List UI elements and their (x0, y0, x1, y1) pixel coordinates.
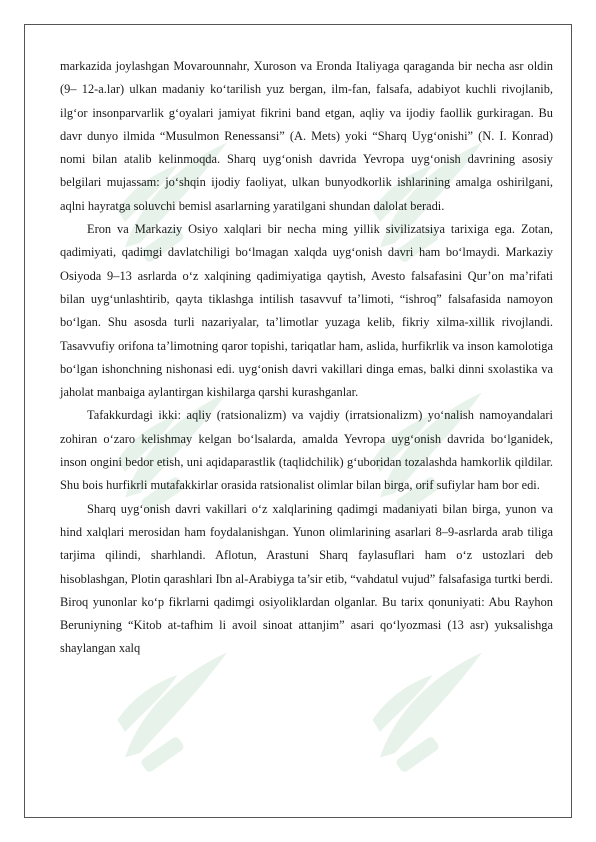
paragraph-4: Sharq uyg‘onish davri vakillari o‘z xalqlarining qadimgi madaniyati bilan birga, yunon va hind xalqlari merosidan ham foydalanishgan. Yunon olimlarining asarlari 8–9-asrlarda arab tiliga tarjima qilindi, sharhlandi. Aflotun, Arastuni Sharq faylasuflari ham o‘z ustozlari deb hisoblashgan, Plotin qarashlari Ibn al-Arabiyga ta’sir etib, “vahdatul vujud” falsafasiga turtki berdi. Biroq yunonlar ko‘p fikrlarni qadimgi osiyoliklardan olganlar. Bu tarix qonuniyati: Abu Rayhon Beruniyning “Kitob at-tafhim li avoil sinoat attanjim” asari qo‘lyozmasi (13 asr) yuksalishga shaylangan xalq (60, 501, 553, 656)
document-body (60, 55, 553, 661)
paragraph-3: Tafakkurdagi ikki: aqliy (ratsionalizm) va vajdiy (irratsionalizm) yo‘nalish namoyandalari zohiran o‘zaro kelishmay kelgan bo‘lsalarda, amalda Yevropa uyg‘onish davrida bo‘lganidek, inson ongini bedor etish, uni aqidaparastlik (taqlidchilik) g‘uboridan tozalashda hamkorlik qildilar. Shu bois hurfikrli mutafakkirlar orasida ratsionalist olimlar bilan birga, orif sufiylar ham bor edi. (60, 408, 553, 493)
paragraph-1: markazida joylashgan Movarounnahr, Xuroson va Eronda Italiyaga qaraganda bir necha asr oldin (9– 12-a.lar) ulkan madaniy ko‘tarilish yuz bergan, ilm-fan, falsafa, adabiyot kuchli rivojlanib, ilg‘or insonparvarlik g‘oyalari jamiyat fikrini band etgan, aqliy va ijodiy faollik gurkiragan. Bu davr dunyo ilmida “Musulmon Renessansi” (A. Mets) yoki “Sharq Uyg‘onishi” (N. I. Konrad) nomi bilan atalib kelinmoqda. Sharq uyg‘onish davrida Yevropa uyg‘onish davrining asosiy belgilari mujassam: jo‘shqin ijodiy faoliyat, ulkan bunyodkorlik ishlarining amalga oshirilgani, aqlni hayratga soluvchi bemisl asarlarning yaratilgani shundan dalolat beradi. (60, 59, 553, 213)
paragraph-2: Eron va Markaziy Osiyo xalqlari bir necha ming yillik sivilizatsiya tarixiga ega. Zotan, qadimiyati, qadimgi davlatchiligi bo‘lmagan xalqda uyg‘onish davri ham bo‘lmaydi. Markaziy Osiyoda 9–13 asrlarda o‘z xalqining qadimiyatiga qaytish, Avesto falsafasini Qur’on ma’rifati bilan uyg‘unlashtirib, qayta tiklashga intilish tasavvuf ta’limoti, “ishroq” falsafasida namoyon bo‘lgan. Shu asosda turli nazariyalar, ta’limotlar yuzaga kelib, fikriy xilma-xillik rivojlandi. Tasavvufiy orifona ta’limotning qaror topishi, tariqatlar ham, aslida, hurfikrlik va inson kamolotiga bo‘lgan ishonchning nishonasi edi. uyg‘onish davri vakillari dinga emas, balki dinni sxolastika va jaholat manbaiga aylantirgan kishilarga qarshi kurashganlar. (60, 222, 553, 400)
